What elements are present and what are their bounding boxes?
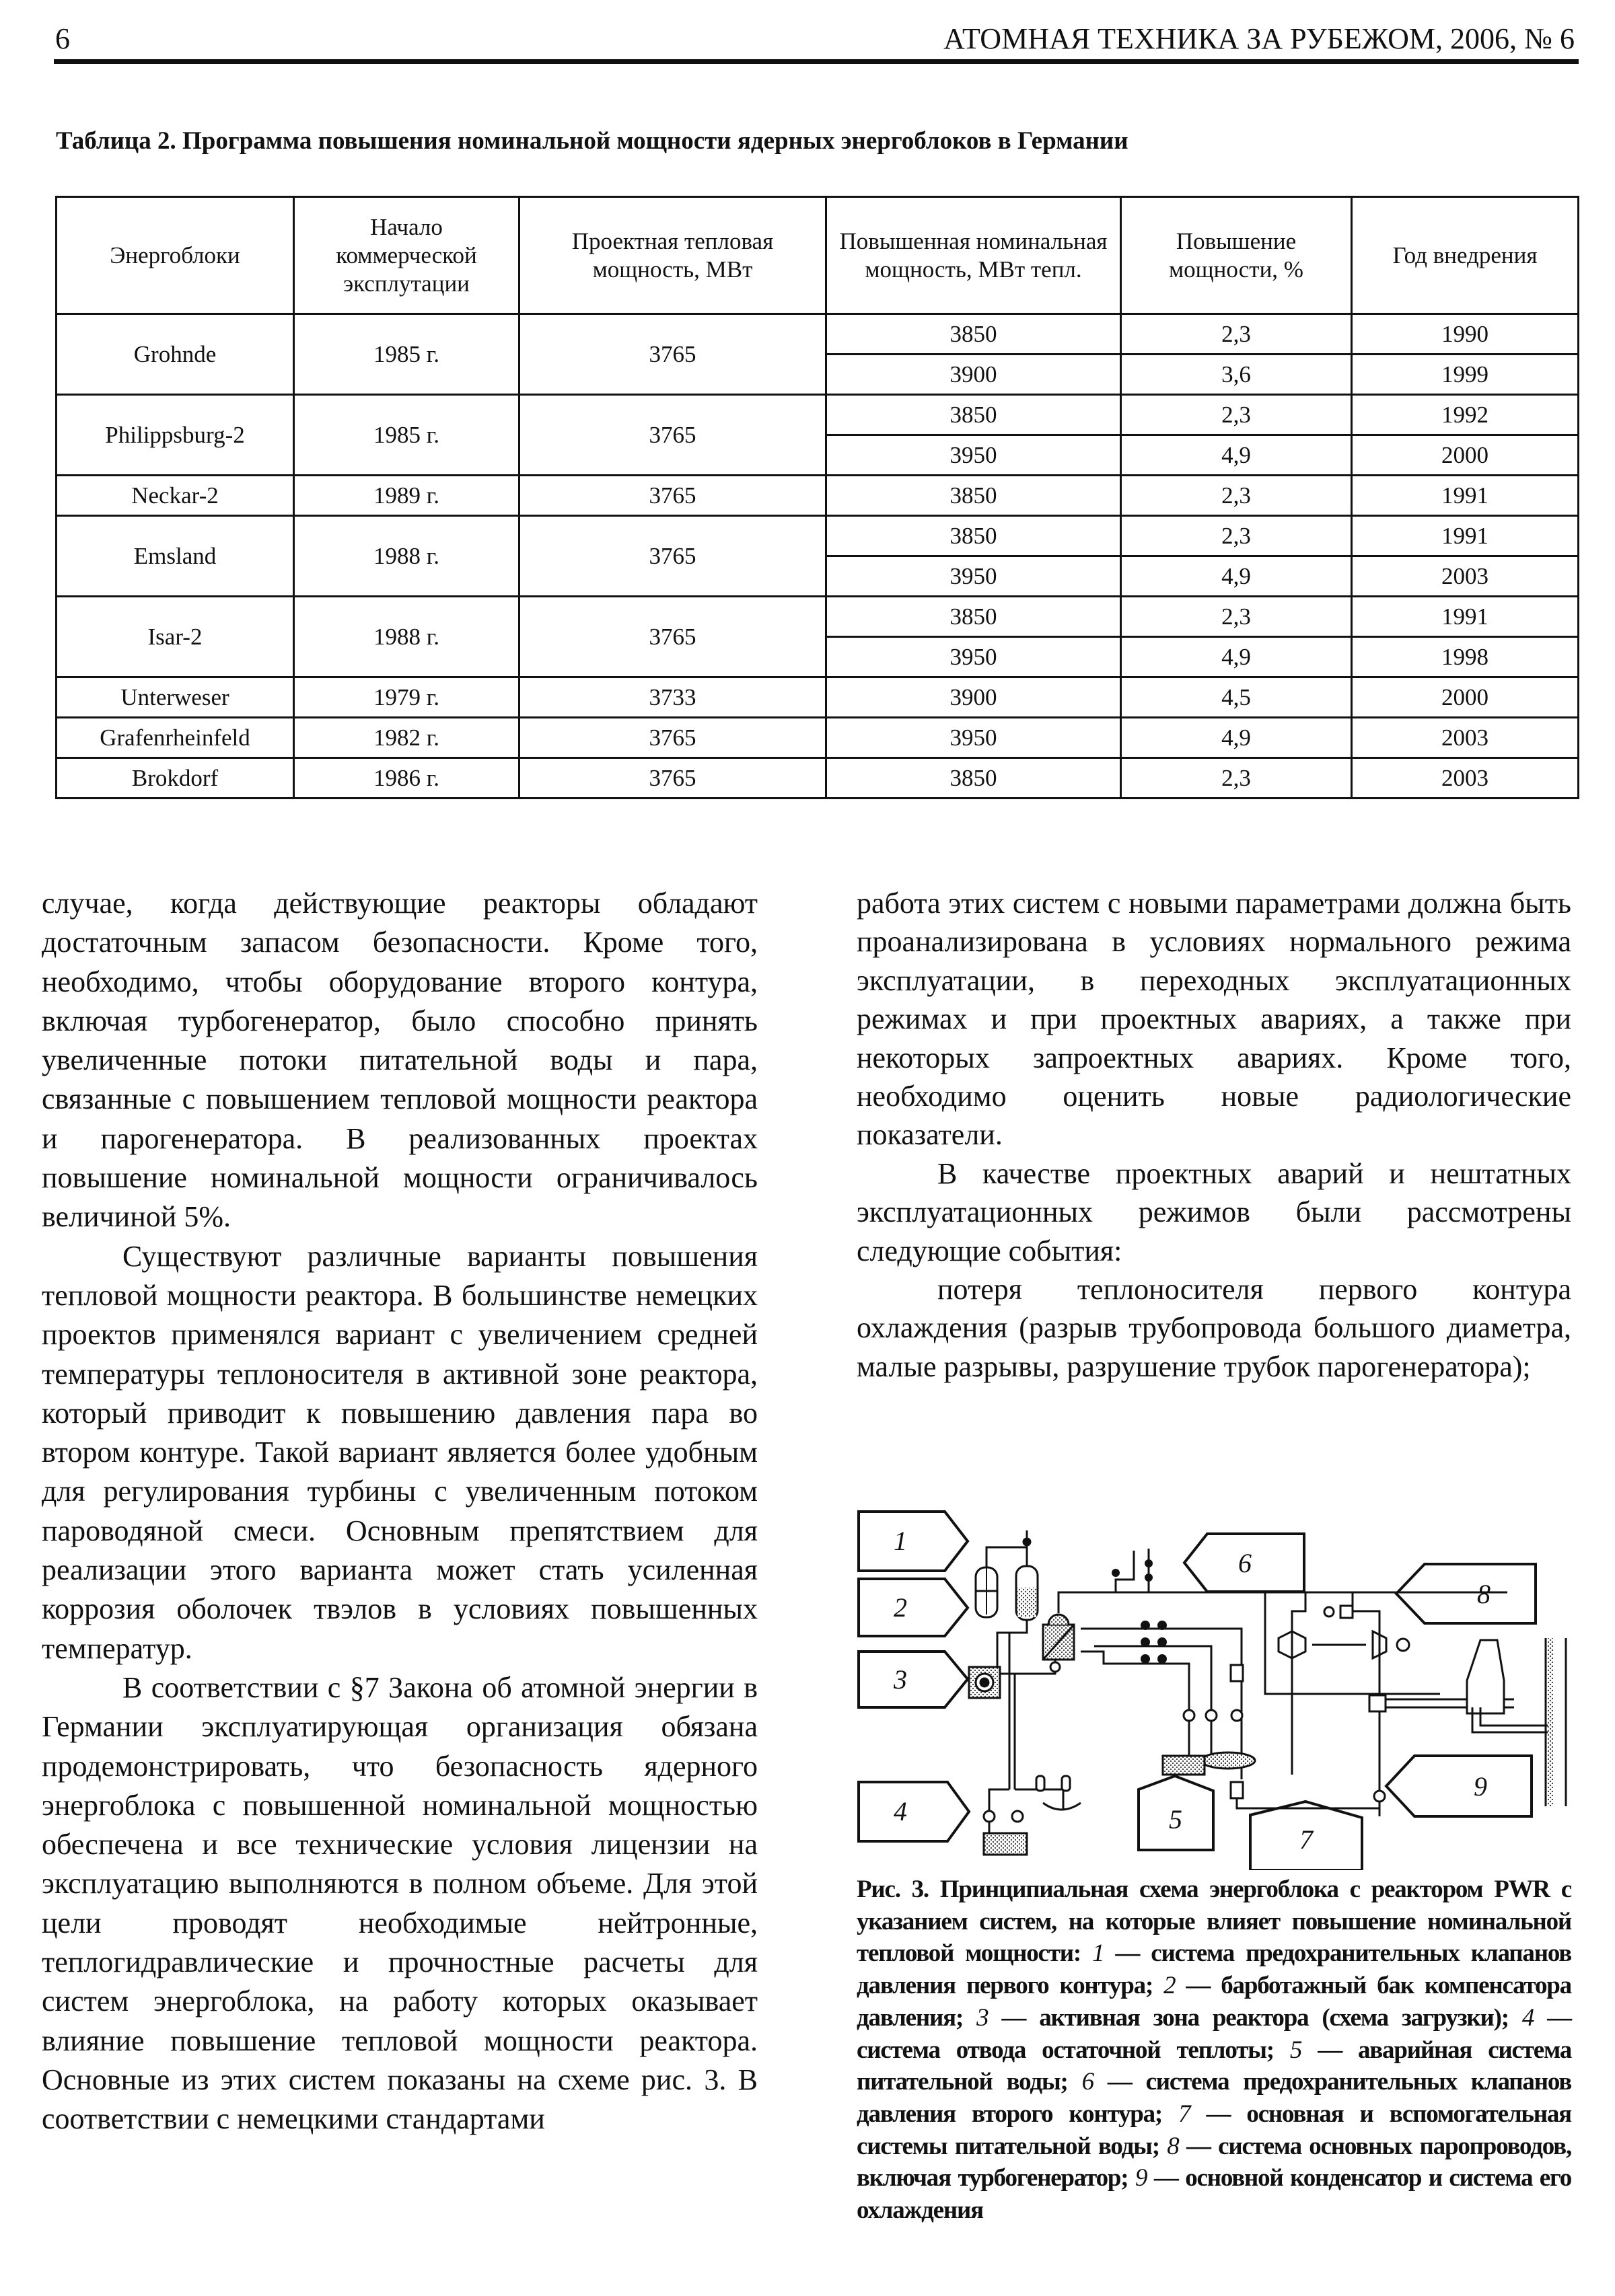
- legend-text: — система основных паропроводов, включая турбогенератор;: [857, 2132, 1571, 2192]
- cell-increase: 4,5: [1121, 677, 1352, 718]
- body-left-column: [42, 884, 758, 2139]
- table-header-row: [57, 197, 1579, 314]
- legend-num: 8: [1167, 2132, 1179, 2160]
- table-row: [57, 476, 1579, 516]
- cell-unit: Grohnde: [57, 314, 294, 395]
- table-row: [57, 718, 1579, 758]
- paragraph: Существуют различные варианты повышения тепловой мощности реактора. В большинстве немецких проектов применялся вариант с увеличением средней температуры теплоносителя в активной зоне реактора, который приводит к повышению давления пара во втором контуре. Такой вариант является более удобным для регулирования турбины с увеличенным потоком пароводяной смеси. Основным препятствием для реализации этого варианта может стать усиленная коррозия оболочек твэлов в условиях повышенных температур.: [42, 1239, 758, 1665]
- label-box-3: [859, 1652, 968, 1707]
- table-title: Таблица 2. Программа повышения номинальной мощности ядерных энергоблоков в Германии: [56, 127, 1128, 155]
- cell-increase: 4,9: [1121, 718, 1352, 758]
- col-header-uprated-power: Повышенная номинальная мощность, МВт тепл.: [826, 197, 1121, 314]
- cell-year: 1990: [1352, 314, 1579, 355]
- cell-year: 2003: [1352, 758, 1579, 799]
- label-3: 3: [894, 1664, 907, 1695]
- cell-unit: Brokdorf: [57, 758, 294, 799]
- cell-uprated-power: 3900: [826, 355, 1121, 395]
- cell-uprated-power: 3850: [826, 314, 1121, 355]
- legend-num: 1: [1092, 1939, 1104, 1968]
- legend-num: 9: [1135, 2164, 1147, 2192]
- table-row: [57, 516, 1579, 556]
- label-7: 7: [1299, 1824, 1313, 1855]
- label-6: 6: [1238, 1548, 1252, 1578]
- cell-increase: 4,9: [1121, 556, 1352, 597]
- label-2: 2: [894, 1592, 907, 1623]
- label-8: 8: [1477, 1579, 1491, 1609]
- cell-uprated-power: 3850: [826, 758, 1121, 799]
- cell-design-power: 3765: [519, 718, 826, 758]
- cell-design-power: 3765: [519, 516, 826, 597]
- table-row: [57, 314, 1579, 355]
- cell-design-power: 3765: [519, 758, 826, 799]
- cell-unit: Unterweser: [57, 677, 294, 718]
- cell-year: 1991: [1352, 476, 1579, 516]
- table-row: [57, 758, 1579, 799]
- cell-uprated-power: 3950: [826, 556, 1121, 597]
- cell-unit: Neckar-2: [57, 476, 294, 516]
- pwr-schematic-diagram: [834, 1493, 1615, 1870]
- legend-text: — аварийная система питательной воды;: [857, 2036, 1572, 2096]
- legend-num: 2: [1163, 1972, 1176, 2000]
- col-header-start: Начало коммерческой эксплутации: [294, 197, 519, 314]
- label-9: 9: [1474, 1771, 1487, 1802]
- legend-text: — основная и вспомогательная системы питательной воды;: [857, 2100, 1571, 2160]
- legend-text: — система предохранительных клапанов давления первого контура;: [857, 1939, 1571, 2000]
- label-4: 4: [894, 1796, 907, 1826]
- page-number: 6: [55, 22, 70, 55]
- cell-increase: 4,9: [1121, 637, 1352, 677]
- table-row: [57, 677, 1579, 718]
- power-uprate-table: [55, 196, 1579, 799]
- cell-design-power: 3765: [519, 395, 826, 476]
- cell-increase: 2,3: [1121, 395, 1352, 435]
- legend-num: 4: [1521, 2003, 1534, 2032]
- label-box-4: [859, 1782, 969, 1841]
- cell-year: 2000: [1352, 435, 1579, 476]
- cell-uprated-power: 3850: [826, 516, 1121, 556]
- col-header-year: Год внедрения: [1352, 197, 1579, 314]
- table-row: [57, 597, 1579, 637]
- legend-num: 6: [1081, 2068, 1093, 2096]
- cell-uprated-power: 3850: [826, 476, 1121, 516]
- journal-title: АТОМНАЯ ТЕХНИКА ЗА РУБЕЖОМ, 2006, № 6: [943, 22, 1575, 55]
- cell-uprated-power: 3950: [826, 718, 1121, 758]
- col-header-increase: Повышение мощности, %: [1121, 197, 1352, 314]
- cell-start: 1982 г.: [294, 718, 519, 758]
- paragraph: потеря теплоносителя первого контура охлаждения (разрыв трубопровода большого диаметра, малые разрывы, разрушение трубок парогенератора);: [857, 1273, 1571, 1383]
- cell-increase: 2,3: [1121, 516, 1352, 556]
- col-header-design-power: Проектная тепловая мощность, МВт: [519, 197, 826, 314]
- cell-unit: Grafenrheinfeld: [57, 718, 294, 758]
- legend-text: — система отвода остаточной теплоты;: [857, 2003, 1571, 2064]
- cell-start: 1988 г.: [294, 516, 519, 597]
- cell-start: 1985 г.: [294, 395, 519, 476]
- cell-unit: Emsland: [57, 516, 294, 597]
- legend-text: — основной конденсатор и система его охлаждения: [857, 2164, 1571, 2225]
- label-box-2: [859, 1579, 968, 1636]
- cell-unit: Philippsburg-2: [57, 395, 294, 476]
- cell-year: 2003: [1352, 556, 1579, 597]
- cell-start: 1979 г.: [294, 677, 519, 718]
- cell-design-power: 3765: [519, 314, 826, 395]
- label-box-1: [859, 1512, 968, 1571]
- cell-start: 1986 г.: [294, 758, 519, 799]
- cell-increase: 2,3: [1121, 597, 1352, 637]
- cell-uprated-power: 3950: [826, 435, 1121, 476]
- cell-increase: 2,3: [1121, 758, 1352, 799]
- header-rule: [54, 59, 1579, 64]
- cell-uprated-power: 3850: [826, 597, 1121, 637]
- cell-year: 2003: [1352, 718, 1579, 758]
- cell-year: 1998: [1352, 637, 1579, 677]
- cell-uprated-power: 3950: [826, 637, 1121, 677]
- legend-num: 5: [1289, 2036, 1302, 2064]
- paragraph: В соответствии с §7 Закона об атомной энергии в Германии эксплуатирующая организация обязана продемонстрировать, что безопасность ядерного энергоблока с повышенной номинальной мощностью обеспечена и все технические условия лицензии на эксплуатацию выполняются в полном объеме. Для этой цели проводят необходимые нейтронные, теплогидравлические и прочностные расчеты для систем энергоблока, на работу которых оказывает влияние повышение тепловой мощности реактора. Основные из этих систем показаны на схеме рис. 3. В соответствии с немецкими стандартами: [42, 1670, 758, 2136]
- label-box-9: [1386, 1756, 1532, 1816]
- table-row: [57, 395, 1579, 435]
- caption-lead: Рис. 3. Принципиальная схема энергоблока с реактором PWR с указанием систем, на которые влияет повышение номинальной тепловой мощности:: [857, 1876, 1571, 1968]
- cell-start: 1985 г.: [294, 314, 519, 395]
- cell-design-power: 3765: [519, 597, 826, 677]
- legend-text: — барботажный бак компенсатора давления;: [857, 1972, 1571, 2032]
- cell-year: 1999: [1352, 355, 1579, 395]
- cell-design-power: 3765: [519, 476, 826, 516]
- figure-caption: [857, 1874, 1571, 2227]
- cell-increase: 4,9: [1121, 435, 1352, 476]
- cell-uprated-power: 3850: [826, 395, 1121, 435]
- cell-increase: 2,3: [1121, 314, 1352, 355]
- body-right-column: [857, 884, 1571, 1386]
- paragraph: случае, когда действующие реакторы обладают достаточным запасом безопасности. Кроме того, необходимо, чтобы оборудование второго контура, включая турбогенератор, было способно принять увеличенные потоки питательной воды и пара, связанные с повышением тепловой мощности реактора и парогенератора. В реализованных проектах повышение номинальной мощности ограничивалось величиной 5%.: [42, 887, 758, 1234]
- label-box-8: [1396, 1564, 1536, 1623]
- label-1: 1: [894, 1526, 907, 1556]
- cell-year: 1991: [1352, 597, 1579, 637]
- legend-text: — активная зона реактора (схема загрузки);: [988, 2003, 1522, 2032]
- cell-year: 2000: [1352, 677, 1579, 718]
- label-5: 5: [1169, 1804, 1182, 1835]
- paragraph: работа этих систем с новыми параметрами должна быть проанализирована в условиях нормального режима эксплуатации, в переходных эксплуатационных режимах и при проектных авариях, а также при некоторых запроектных авариях. Кроме того, необходимо оценить новые радиологические показатели.: [857, 887, 1571, 1152]
- cell-unit: Isar-2: [57, 597, 294, 677]
- cell-year: 1992: [1352, 395, 1579, 435]
- col-header-unit: Энергоблоки: [57, 197, 294, 314]
- paragraph: В качестве проектных аварий и нештатных эксплуатационных режимов были рассмотрены следующие события:: [857, 1156, 1571, 1267]
- cell-design-power: 3733: [519, 677, 826, 718]
- cell-start: 1988 г.: [294, 597, 519, 677]
- cell-start: 1989 г.: [294, 476, 519, 516]
- cell-uprated-power: 3900: [826, 677, 1121, 718]
- legend-num: 3: [976, 2003, 989, 2032]
- cell-increase: 2,3: [1121, 476, 1352, 516]
- cell-year: 1991: [1352, 516, 1579, 556]
- legend-num: 7: [1178, 2100, 1190, 2128]
- cell-increase: 3,6: [1121, 355, 1352, 395]
- legend-text: — система предохранительных клапанов давления второго контура;: [857, 2068, 1571, 2128]
